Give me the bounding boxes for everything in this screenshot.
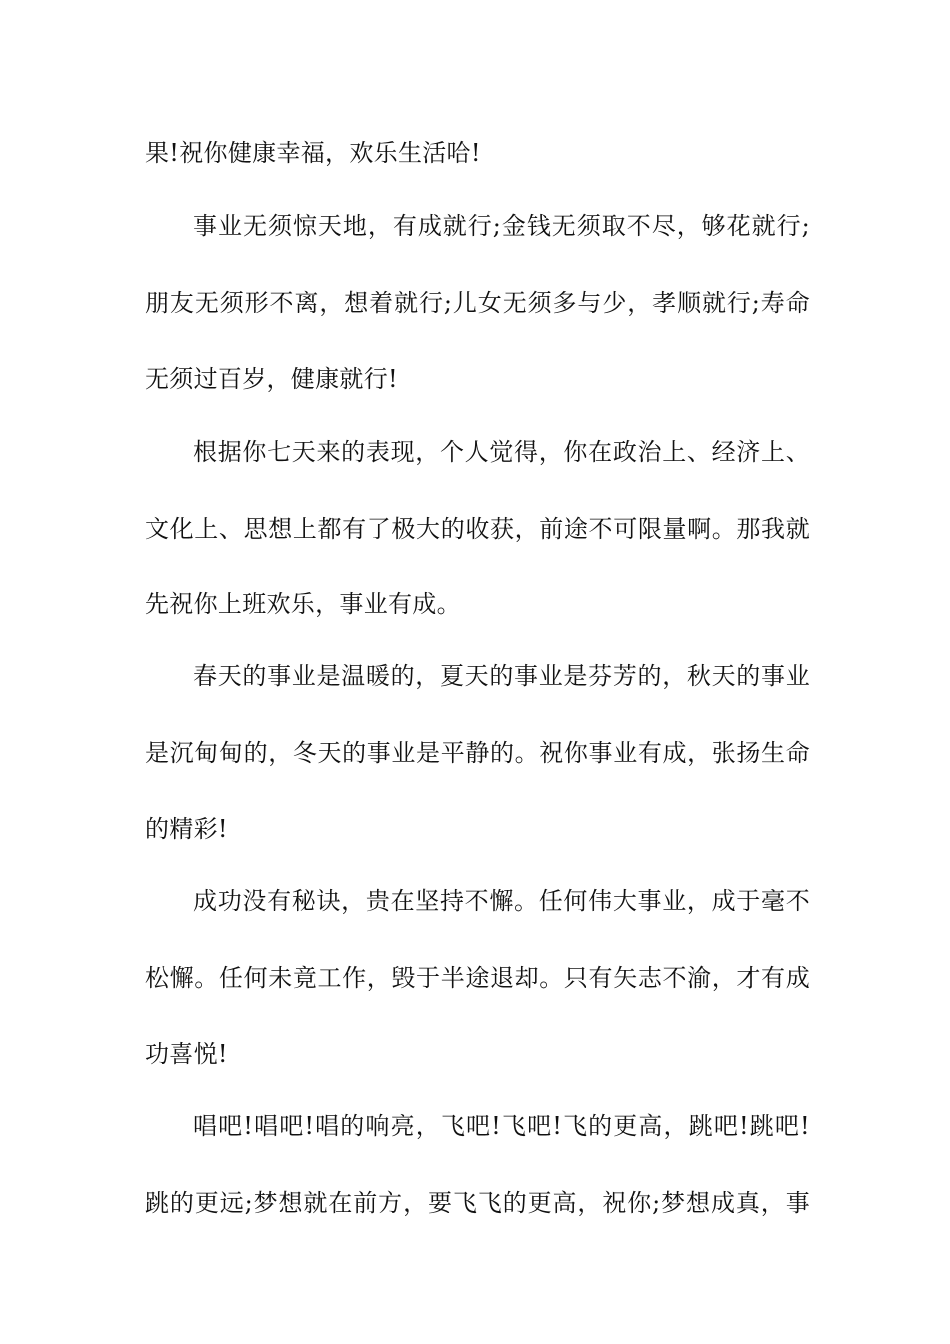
paragraph-first-line: 唱吧!唱吧!唱的响亮，飞吧!飞吧!飞的更高，跳吧!跳吧! — [193, 1112, 810, 1140]
text-line: 跳的更远;梦想就在前方，要飞飞的更高，祝你;梦想成真，事 — [145, 1189, 810, 1217]
paragraph-first-line: 春天的事业是温暖的，夏天的事业是芬芳的，秋天的事业 — [193, 662, 810, 690]
paragraph-first-line: 根据你七天来的表现，个人觉得，你在政治上、经济上、 — [193, 438, 810, 466]
text-line: 朋友无须形不离，想着就行;儿女无须多与少，孝顺就行;寿命 — [145, 289, 810, 317]
text-line: 先祝你上班欢乐，事业有成。 — [145, 590, 461, 618]
text-line: 的精彩! — [145, 815, 228, 843]
text-line: 果!祝你健康幸福，欢乐生活哈! — [145, 139, 481, 167]
paragraph-first-line: 成功没有秘诀，贵在坚持不懈。任何伟大事业，成于毫不 — [193, 887, 810, 915]
text-line: 是沉甸甸的，冬天的事业是平静的。祝你事业有成，张扬生命 — [145, 739, 810, 767]
text-line: 松懈。任何未竟工作，毁于半途退却。只有矢志不渝，才有成 — [145, 964, 810, 992]
paragraph-first-line: 事业无须惊天地，有成就行;金钱无须取不尽，够花就行; — [193, 212, 810, 240]
text-line: 功喜悦! — [145, 1040, 228, 1068]
text-line: 无须过百岁，健康就行! — [145, 365, 398, 393]
text-line: 文化上、思想上都有了极大的收获，前途不可限量啊。那我就 — [145, 515, 810, 543]
